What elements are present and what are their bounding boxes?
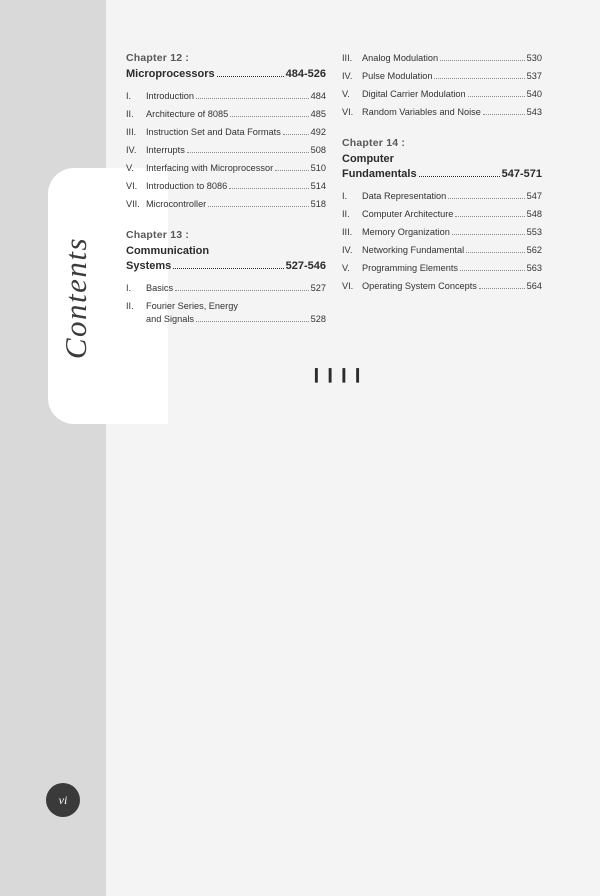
toc-item-page: 527 [310,283,326,293]
toc-item[interactable] [342,280,542,293]
leader-dots [283,134,309,135]
leader-dots [217,76,284,77]
toc-item-page: 508 [310,145,326,155]
toc-item-list [342,190,542,293]
toc-item-page: 543 [526,107,542,117]
toc-item-number: V. [126,163,134,173]
toc-item-body [146,282,326,295]
leader-dots [230,116,308,117]
chapter-title-line2 [126,259,326,274]
toc-item[interactable] [342,52,542,65]
toc-item-number: I. [126,283,132,293]
chapter-title [126,67,326,82]
toc-item-body [362,208,542,221]
toc-item-body [362,280,542,293]
toc-item-page: 540 [526,89,542,99]
chapter-page-range: 484-526 [285,68,326,80]
toc-item-body [146,300,326,326]
toc-item-number: VI. [342,107,354,117]
toc-item-number: I. [342,191,348,201]
page-number-badge [46,783,80,817]
toc-item-text: Interfacing with Microprocessor [146,163,274,173]
toc-chapter-block [126,52,326,211]
toc-item-number: II. [126,301,134,311]
toc-item-text: Basics [146,283,174,293]
toc-item-body [362,190,542,203]
end-ornament: ❙❙❙❙ [310,366,366,382]
toc-item-text: Architecture of 8085 [146,109,229,119]
toc-item-text: Operating System Concepts [362,281,477,291]
toc-item-text: Analog Modulation [362,53,439,63]
toc-item[interactable] [342,244,542,257]
toc-item-page: 547 [526,191,542,201]
leader-dots [460,270,525,271]
leader-dots [483,114,525,115]
chapter-title-line2 [342,167,542,182]
toc-item[interactable] [126,180,326,193]
toc-item-page: 553 [526,227,542,237]
toc-item-body [146,144,326,157]
toc-item-body [362,106,542,119]
toc-item[interactable] [126,300,326,326]
leader-dots [175,290,309,291]
toc-item-page: 485 [310,109,326,119]
toc-item-list [342,52,542,119]
chapter-label: Chapter 13 : [126,229,190,241]
toc-column-left [126,52,326,344]
toc-item-page: 548 [526,209,542,219]
toc-item[interactable] [126,108,326,121]
toc-item-number: V. [342,89,350,99]
toc-item-body [146,108,326,121]
toc-item-number: VI. [342,281,354,291]
toc-item-number: IV. [342,245,353,255]
chapter-title-line1: Computer [342,153,394,165]
leader-dots [455,216,524,217]
toc-item-text: Data Representation [362,191,447,201]
toc-item-text: Digital Carrier Modulation [362,89,466,99]
chapter-title-line1: Communication [126,245,210,257]
toc-item-number: II. [342,209,350,219]
toc-item[interactable] [342,190,542,203]
toc-item-body [362,70,542,83]
toc-item-number: IV. [126,145,137,155]
leader-dots [419,176,500,177]
toc-item-text: Introduction [146,91,195,101]
toc-item-body [362,226,542,239]
toc-item-body [146,90,326,103]
toc-item-body [146,162,326,175]
toc-item-body [362,88,542,101]
toc-item-text: Memory Organization [362,227,450,237]
toc-item-text: Networking Fundamental [362,245,465,255]
leader-dots [466,252,525,253]
toc-content [126,52,546,383]
toc-item[interactable] [342,88,542,101]
toc-item-page: 530 [526,53,542,63]
toc-column-right [342,52,542,344]
toc-item-page: 510 [310,163,326,173]
contents-vertical-title [46,188,106,408]
leader-dots [479,288,525,289]
toc-item[interactable] [342,70,542,83]
toc-item-page: 514 [310,181,326,191]
toc-item-text: Microcontroller [146,199,207,209]
toc-item-page: 492 [310,127,326,137]
leader-dots [440,60,525,61]
leader-dots [173,268,283,269]
toc-chapter-block [342,52,542,119]
toc-item-body [362,262,542,275]
chapter-page-range: 547-571 [501,168,542,180]
leader-dots [275,170,309,171]
toc-item-text: Instruction Set and Data Formats [146,127,281,137]
chapter-page-range: 527-546 [285,260,326,272]
toc-item-number: IV. [342,71,353,81]
page-number-text: vi [58,792,68,807]
chapter-title-text: Microprocessors [126,68,215,80]
toc-item-page: 562 [526,245,542,255]
chapter-title-text: Fundamentals [342,168,417,180]
toc-item-page: 563 [526,263,542,273]
toc-item-page: 564 [526,281,542,291]
toc-item-text-line1: Fourier Series, Energy [146,301,238,311]
toc-item-number: III. [126,127,137,137]
toc-item-number: V. [342,263,350,273]
toc-item[interactable] [126,90,326,103]
toc-item-text: Random Variables and Noise [362,107,481,117]
toc-item-number: III. [342,53,353,63]
toc-item-text: Interrupts [146,145,185,155]
leader-dots [208,206,308,207]
toc-item[interactable] [126,126,326,139]
toc-item-text: Computer Architecture [362,209,454,219]
left-decorative-band [0,0,106,896]
toc-item-text-line2 [146,313,326,326]
toc-item-list [126,282,326,326]
toc-item-list [126,90,326,211]
toc-item[interactable] [126,198,326,211]
leader-dots [452,234,525,235]
toc-item-number: I. [126,91,132,101]
toc-item-page: 528 [310,314,326,324]
toc-item-number: VII. [126,199,140,209]
toc-item-body [362,244,542,257]
toc-item[interactable] [126,162,326,175]
chapter-title [126,244,326,274]
toc-chapter-block [126,229,326,326]
toc-item[interactable] [126,144,326,157]
toc-item-text: and Signals [146,314,195,324]
leader-dots [187,152,309,153]
toc-item-text: Introduction to 8086 [146,181,228,191]
chapter-title [342,152,542,182]
toc-item-page: 484 [310,91,326,101]
toc-item[interactable] [342,226,542,239]
chapter-label: Chapter 12 : [126,52,190,64]
toc-item-page: 518 [310,199,326,209]
toc-item-body [146,126,326,139]
toc-item[interactable] [342,208,542,221]
toc-item-page: 537 [526,71,542,81]
leader-dots [468,96,525,97]
toc-item-body [362,52,542,65]
toc-item-number: VI. [126,181,138,191]
toc-item-text: Programming Elements [362,263,458,273]
toc-chapter-block [342,137,542,293]
leader-dots [196,321,309,322]
leader-dots [229,188,308,189]
chapter-label: Chapter 14 : [342,137,406,149]
leader-dots [434,78,524,79]
toc-item-number: II. [126,109,134,119]
toc-item[interactable] [126,282,326,295]
toc-item-text: Pulse Modulation [362,71,433,81]
chapter-title-text: Systems [126,260,172,272]
toc-columns [126,52,546,344]
toc-item[interactable] [342,106,542,119]
leader-dots [196,98,309,99]
leader-dots [448,198,524,199]
toc-item-body [146,198,326,211]
contents-label: Contents [58,236,94,360]
toc-item-body [146,180,326,193]
toc-item[interactable] [342,262,542,275]
toc-item-number: III. [342,227,353,237]
